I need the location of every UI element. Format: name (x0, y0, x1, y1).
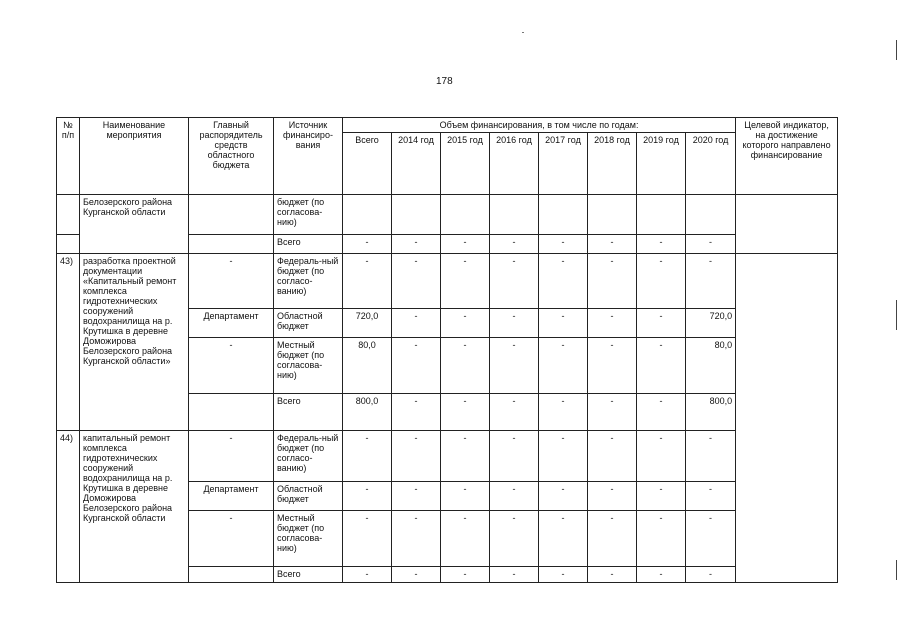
header-name: Наименование мероприятия (80, 118, 189, 195)
manager-cell (189, 567, 274, 583)
manager-cell: Департамент (189, 309, 274, 338)
header-source: Источник финансиро-вания (274, 118, 343, 195)
num-cell (57, 195, 80, 235)
value-cell: - (392, 254, 441, 309)
measure-name: разработка проектной документации «Капитальный ремонт комплекса гидротехнических сооружений водохранилища на р. Крутишка в деревне Доможирова Белозерского района Курганской области» (80, 254, 189, 431)
value-cell (539, 195, 588, 235)
value-cell: - (392, 338, 441, 394)
value-cell: 720,0 (343, 309, 392, 338)
value-cell: - (441, 511, 490, 567)
value-cell: - (392, 235, 441, 254)
value-cell (441, 195, 490, 235)
manager-cell: - (189, 338, 274, 394)
header-volume: Объем финансирования, в том числе по годам: (343, 118, 736, 133)
value-cell: - (588, 254, 637, 309)
source-cell: Всего (274, 567, 343, 583)
value-cell: - (343, 235, 392, 254)
value-cell: - (490, 254, 539, 309)
manager-cell: - (189, 254, 274, 309)
value-cell: - (343, 511, 392, 567)
source-cell: Федераль-ный бюджет (по согласо-ванию) (274, 254, 343, 309)
source-cell: Федераль-ный бюджет (по согласо-ванию) (274, 431, 343, 482)
value-cell: - (490, 482, 539, 511)
value-cell: - (392, 511, 441, 567)
value-cell: - (637, 511, 686, 567)
margin-mark (896, 560, 897, 580)
value-cell: - (637, 431, 686, 482)
value-cell: - (539, 254, 588, 309)
value-cell: - (392, 567, 441, 583)
value-cell: - (686, 482, 736, 511)
scan-speck (522, 32, 524, 33)
source-cell: Всего (274, 235, 343, 254)
value-cell (686, 195, 736, 235)
manager-cell: Департамент (189, 482, 274, 511)
value-cell: - (343, 482, 392, 511)
value-cell (343, 195, 392, 235)
value-cell: - (490, 235, 539, 254)
value-cell: - (392, 431, 441, 482)
value-cell: - (588, 338, 637, 394)
value-cell: - (637, 254, 686, 309)
value-cell (490, 195, 539, 235)
manager-cell: - (189, 431, 274, 482)
value-cell: - (588, 235, 637, 254)
value-cell: 800,0 (686, 394, 736, 431)
value-cell: - (686, 235, 736, 254)
value-cell: 80,0 (343, 338, 392, 394)
value-cell: - (588, 511, 637, 567)
value-cell: - (343, 254, 392, 309)
value-cell: - (343, 567, 392, 583)
value-cell: - (539, 309, 588, 338)
value-cell: - (539, 431, 588, 482)
value-cell: - (441, 567, 490, 583)
manager-cell (189, 235, 274, 254)
header-total: Всего (343, 133, 392, 195)
value-cell: - (490, 338, 539, 394)
header-indicator: Целевой индикатор, на достижение которого направлено финансирование (736, 118, 838, 195)
value-cell: - (441, 309, 490, 338)
header-year: 2018 год (588, 133, 637, 195)
value-cell: - (539, 235, 588, 254)
value-cell: - (637, 309, 686, 338)
source-cell: Областной бюджет (274, 309, 343, 338)
value-cell: - (490, 511, 539, 567)
value-cell: - (686, 567, 736, 583)
value-cell: - (441, 254, 490, 309)
value-cell: - (441, 482, 490, 511)
value-cell: 800,0 (343, 394, 392, 431)
header-manager: Главный распорядитель средств областного бюджета (189, 118, 274, 195)
source-cell: Областной бюджет (274, 482, 343, 511)
value-cell: - (343, 431, 392, 482)
header-year: 2015 год (441, 133, 490, 195)
value-cell (392, 195, 441, 235)
value-cell: 720,0 (686, 309, 736, 338)
manager-cell (189, 195, 274, 235)
source-cell: Местный бюджет (по согласова-нию) (274, 338, 343, 394)
value-cell (588, 195, 637, 235)
page-number: 178 (436, 76, 453, 87)
item-number: 43) (57, 254, 80, 431)
value-cell: - (637, 394, 686, 431)
value-cell: - (392, 482, 441, 511)
header-num: № п/п (57, 118, 80, 195)
indicator-cell (736, 254, 838, 583)
value-cell: - (686, 511, 736, 567)
value-cell: - (490, 567, 539, 583)
header-year: 2019 год (637, 133, 686, 195)
value-cell: - (588, 567, 637, 583)
value-cell: - (539, 567, 588, 583)
value-cell: - (441, 394, 490, 431)
value-cell: - (490, 394, 539, 431)
value-cell: - (637, 567, 686, 583)
manager-cell: - (189, 511, 274, 567)
value-cell: 80,0 (686, 338, 736, 394)
header-year: 2017 год (539, 133, 588, 195)
value-cell: - (539, 482, 588, 511)
value-cell: - (588, 431, 637, 482)
value-cell: - (392, 394, 441, 431)
value-cell: - (539, 511, 588, 567)
header-year: 2020 год (686, 133, 736, 195)
value-cell: - (637, 482, 686, 511)
source-cell: Местный бюджет (по согласова-нию) (274, 511, 343, 567)
measure-name: капитальный ремонт комплекса гидротехнических сооружений водохранилища на р. Крутишка в деревне Доможирова Белозерского района Курганской области (80, 431, 189, 583)
manager-cell (189, 394, 274, 431)
value-cell: - (392, 309, 441, 338)
value-cell: - (686, 431, 736, 482)
value-cell: - (686, 254, 736, 309)
value-cell: - (490, 431, 539, 482)
financing-table (56, 117, 838, 583)
header-year: 2016 год (490, 133, 539, 195)
value-cell: - (637, 338, 686, 394)
margin-mark (896, 300, 897, 330)
indicator-cell (736, 195, 838, 254)
value-cell: - (490, 309, 539, 338)
value-cell: - (637, 235, 686, 254)
item-number: 44) (57, 431, 80, 583)
value-cell (637, 195, 686, 235)
measure-name: Белозерского района Курганской области (80, 195, 189, 254)
value-cell: - (539, 338, 588, 394)
value-cell: - (588, 394, 637, 431)
source-cell: бюджет (по согласова-нию) (274, 195, 343, 235)
value-cell: - (441, 235, 490, 254)
source-cell: Всего (274, 394, 343, 431)
value-cell: - (539, 394, 588, 431)
num-cell (57, 235, 80, 254)
value-cell: - (441, 431, 490, 482)
header-year: 2014 год (392, 133, 441, 195)
value-cell: - (588, 482, 637, 511)
value-cell: - (441, 338, 490, 394)
value-cell: - (588, 309, 637, 338)
margin-mark (896, 40, 897, 60)
